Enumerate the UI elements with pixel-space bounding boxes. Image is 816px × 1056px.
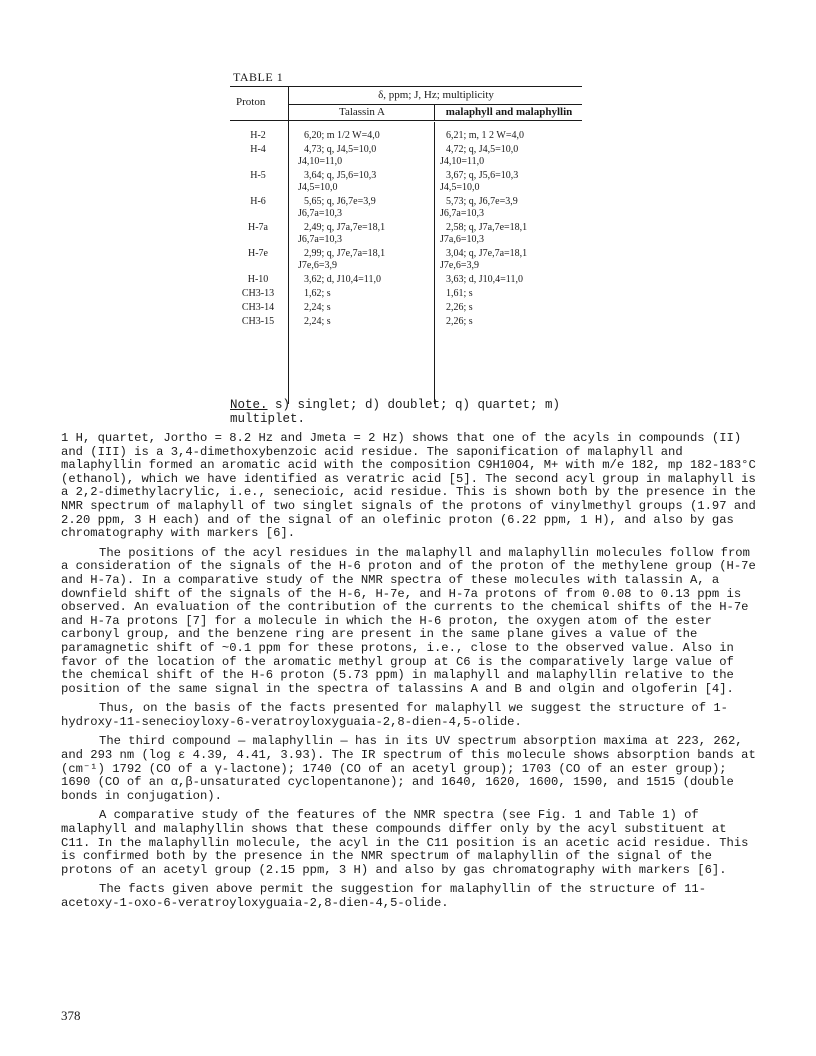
table-mid-rule	[288, 104, 582, 105]
coupling-value: J4,5=10,0	[440, 182, 480, 193]
talassin-cell	[298, 248, 432, 272]
shift-value: 4,72; q, J4,5=10,0	[446, 144, 519, 155]
body-text	[61, 432, 761, 917]
shift-value: 4,73; q, J4,5=10,0	[304, 144, 377, 155]
proton-cell: H-4	[250, 144, 266, 155]
malaphyll-cell	[440, 144, 582, 168]
shift-value: 1,62; s	[304, 288, 331, 299]
malaphyll-cell	[446, 316, 582, 328]
shift-value: 2,24; s	[304, 316, 331, 327]
paragraph-5: A comparative study of the features of the NMR spectra (see Fig. 1 and Table 1) of malaphyll and malaphyllin shows that these compounds differ only by the acyl substituent at C11. In the malaphyllin molecule, the acyl in the C11 position is an acetic acid residue. This is confirmed both by the presence in the NMR spectrum of malaphyllin of the signal of the protons of an acetyl group (2.15 ppm, 3 H) and also by gas chromatography with markers [6].	[61, 808, 749, 877]
shift-value: 1,61; s	[446, 288, 473, 299]
shift-value: 6,20; m 1/2 W=4,0	[304, 130, 380, 141]
malaphyll-cell	[440, 170, 582, 194]
table-row	[230, 130, 582, 144]
table-row	[230, 144, 582, 170]
table-row	[230, 196, 582, 222]
proton-cell: CH3-14	[241, 302, 275, 313]
paragraph-2: The positions of the acyl residues in the malaphyll and malaphyllin molecules follow from a consideration of the signals of the H-6 proton and of the proton of the methylene group (H-7e and H-7a). In a comparative study of the NMR spectra of these molecules with talassin A, a downfield shift of the signals of the H-6, H-7e, and H-7a protons of from 0.08 to 0.13 ppm is observed. An evaluation of the contribution of the currents to the chemical shifts of the H-7e and H-7a protons [7] for a molecule in which the H-6 proton, the oxygen atom of the ester carbonyl group, and the benzene ring are present in the same plane gives a value of the paramagnetic shift of ~0.1 ppm for these protons, i.e., close to the observed value. Also in favor of the location of the aromatic methyl group at C6 is the comparatively large value of the chemical shift of the H-6 proton (5.73 ppm) in malaphyll and malaphyllin relative to the position of the same signal in the spectra of talassins A and B and olgin and olgoferin [4].	[61, 545, 756, 696]
malaphyll-cell	[446, 288, 582, 300]
shift-value: 3,63; d, J10,4=11,0	[446, 274, 523, 285]
table-row	[230, 274, 582, 288]
talassin-cell	[304, 130, 432, 142]
table-caption: TABLE 1	[233, 70, 284, 84]
talassin-cell	[298, 170, 432, 194]
proton-cell: H-7e	[248, 248, 268, 259]
shift-value: 2,24; s	[304, 302, 331, 313]
malaphyll-cell	[446, 274, 582, 286]
table-note	[230, 398, 590, 426]
shift-value: 3,04; q, J7e,7a=18,1	[446, 248, 528, 259]
table-row	[230, 170, 582, 196]
note-label: Note.	[230, 398, 268, 412]
malaphyll-cell	[446, 302, 582, 314]
proton-cell: CH3-13	[241, 288, 275, 299]
talassin-cell	[304, 288, 432, 300]
talassin-cell	[304, 302, 432, 314]
shift-value: 2,26; s	[446, 316, 473, 327]
paragraph-3: Thus, on the basis of the facts presented for malaphyll we suggest the structure of 1-hydroxy-11-senecioyloxy-6-veratroyloxyguaia-2,8-dien-4,5-olide.	[61, 701, 728, 729]
proton-cell: H-10	[247, 274, 269, 285]
shift-value: 5,73; q, J6,7e=3,9	[446, 196, 518, 207]
shift-value: 3,67; q, J5,6=10,3	[446, 170, 519, 181]
table-row	[230, 222, 582, 248]
talassin-cell	[304, 274, 432, 286]
shift-value: 5,65; q, J6,7e=3,9	[304, 196, 376, 207]
coupling-value: J6,7a=10,3	[298, 208, 342, 219]
coupling-value: J6,7a=10,3	[298, 234, 342, 245]
proton-cell: H-5	[250, 170, 266, 181]
table-body	[230, 130, 582, 330]
malaphyll-cell	[440, 222, 582, 246]
shift-value: 3,62; d, J10,4=11,0	[304, 274, 381, 285]
table-row	[230, 248, 582, 274]
talassin-cell	[304, 316, 432, 328]
shift-value: 6,21; m, 1 2 W=4,0	[446, 130, 524, 141]
coupling-value: J7e,6=3,9	[440, 260, 479, 271]
coupling-value: J7a,6=10,3	[440, 234, 484, 245]
table-top-rule	[230, 86, 582, 87]
proton-cell: CH3-15	[241, 316, 275, 327]
shift-value: 2,99; q, J7e,7a=18,1	[304, 248, 386, 259]
malaphyll-cell	[440, 248, 582, 272]
column-header-talassin: Talassin A	[339, 106, 385, 118]
proton-cell: H-6	[250, 196, 266, 207]
coupling-value: J7e,6=3,9	[298, 260, 337, 271]
note-text: s) singlet; d) doublet; q) quartet; m) multiplet.	[230, 398, 561, 426]
proton-cell: H-2	[250, 130, 266, 141]
table-header-divider	[288, 86, 289, 122]
table-row	[230, 316, 582, 330]
coupling-value: J4,10=11,0	[440, 156, 485, 167]
table-subheader-divider	[434, 105, 435, 121]
shift-value: 2,26; s	[446, 302, 473, 313]
shift-value: 2,49; q, J7a,7e=18,1	[304, 222, 386, 233]
talassin-cell	[298, 222, 432, 246]
table-row	[230, 288, 582, 302]
coupling-value: J6,7a=10,3	[440, 208, 484, 219]
table-header-rule	[230, 120, 582, 121]
shift-value: 3,64; q, J5,6=10,3	[304, 170, 377, 181]
proton-cell: H-7a	[248, 222, 268, 233]
shift-value: 2,58; q, J7a,7e=18,1	[446, 222, 528, 233]
malaphyll-cell	[446, 130, 582, 142]
column-header-proton: Proton	[236, 96, 266, 108]
column-header-delta: δ, ppm; J, Hz; multiplicity	[378, 89, 494, 101]
table-row	[230, 302, 582, 316]
coupling-value: J4,5=10,0	[298, 182, 338, 193]
talassin-cell	[298, 144, 432, 168]
page-number: 378	[61, 1008, 81, 1023]
paragraph-4: The third compound — malaphyllin — has in its UV spectrum absorption maxima at 223, 262, and 293 nm (log ε 4.39, 4.41, 3.93). The IR spectrum of this molecule shows absorption bands at (cm⁻¹) 1792 (CO of a γ-lactone); 1740 (CO of an acetyl group); 1703 (CO of an ester group); 1690 (CO of an α,β-unsaturated cyclopentanone); and 1640, 1620, 1600, 1590, and 1515 (double bonds in conjugation).	[61, 734, 756, 803]
coupling-value: J4,10=11,0	[298, 156, 343, 167]
talassin-cell	[298, 196, 432, 220]
column-header-malaphyll: malaphyll and malaphyllin	[445, 106, 573, 118]
malaphyll-cell	[440, 196, 582, 220]
paragraph-1: 1 H, quartet, Jortho = 8.2 Hz and Jmeta = 2 Hz) shows that one of the acyls in compounds (II) and (III) is a 3,4-dimethoxybenzoic acid residue. The saponification of malaphyll and malaphyllin formed an aromatic acid with the composition C9H10O4, M+ with m/e 182, mp 182-183°C (ethanol), which we have identified as veratric acid [5]. The second acyl group in malaphyll is a 2,2-dimethylacrylic, i.e., senecioic, acid residue. This is shown both by the presence in the NMR spectrum of malaphyll of two singlet signals of the protons of vinylmethyl groups (1.97 and 2.20 ppm, 3 H each) and of the signal of an olefinic proton (6.22 ppm, 1 H), and also by gas chromatography with markers [6].	[61, 431, 756, 541]
paragraph-6: The facts given above permit the suggestion for malaphyllin of the structure of 11-acetoxy-1-oxo-6-veratroyloxyguaia-2,8-dien-4,5-olide.	[61, 882, 707, 910]
